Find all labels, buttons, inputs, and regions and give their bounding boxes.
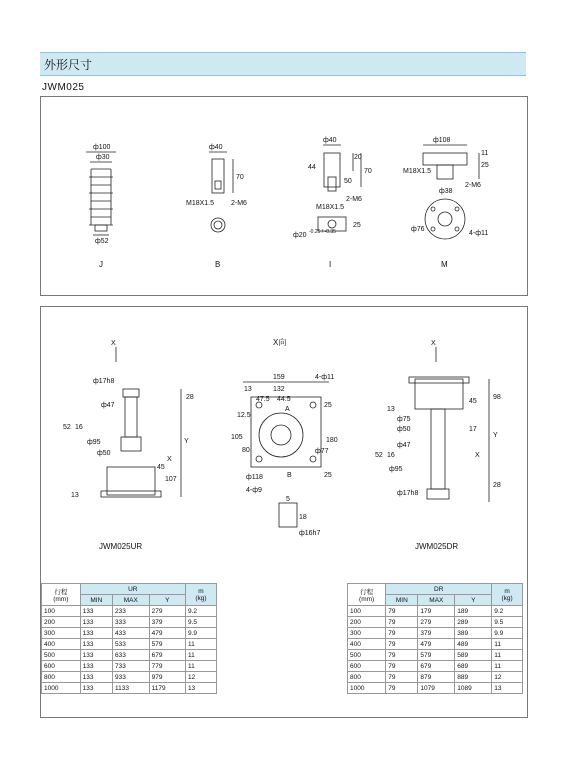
x-holes2: 4-ф9 <box>246 487 262 494</box>
dr-d5: ф17h8 <box>397 490 419 497</box>
ur-table-cell: 1179 <box>149 683 185 694</box>
x-d1: ф77 <box>315 448 329 455</box>
dr-table-row <box>348 639 523 650</box>
dr-table-cell: 179 <box>418 606 455 617</box>
dr-table-cell: 479 <box>418 639 455 650</box>
i-pin: ф20 <box>293 232 307 239</box>
jack-drawings <box>41 307 527 577</box>
j-dim-mid: ф30 <box>96 154 110 161</box>
ur-table-cell: 133 <box>80 650 112 661</box>
m-dim-mid: ф38 <box>439 188 453 195</box>
b-dim-h: 70 <box>236 174 244 181</box>
j-dim-bot: ф52 <box>95 238 109 245</box>
i-dim-20: 20 <box>354 154 362 161</box>
ur-table-cell: 800 <box>42 672 81 683</box>
dr-h1: 98 <box>493 394 501 401</box>
ur-table-cell: 12 <box>185 672 216 683</box>
ur-table-cell: 9.5 <box>185 617 216 628</box>
m-dim-h2: 11 <box>481 150 489 157</box>
dr-table-cell: 300 <box>348 628 386 639</box>
b-holes: 2-M6 <box>231 200 247 207</box>
ur-n3: 107 <box>165 476 177 483</box>
dr-table-cell: 79 <box>386 628 418 639</box>
dr-table-cell: 489 <box>455 639 492 650</box>
dr-table-cell: 689 <box>455 661 492 672</box>
ur-table-cell: 779 <box>149 661 185 672</box>
m-thread: M18X1.5 <box>403 168 432 175</box>
ur-table-cell: 11 <box>185 661 216 672</box>
ur-n1: 52 <box>63 424 71 431</box>
dr-table-row <box>348 661 523 672</box>
ur-arrow: X <box>111 340 116 347</box>
ur-d3: ф95 <box>87 439 101 446</box>
i-h2: 25 <box>353 222 361 229</box>
ur-table-cell: 1133 <box>113 683 150 694</box>
dr-table-cell: 889 <box>455 672 492 683</box>
ur-table-cell: 279 <box>149 606 185 617</box>
dr-table-cell: 79 <box>386 606 418 617</box>
ur-n5: 13 <box>71 492 79 499</box>
dr-d1: ф75 <box>397 416 411 423</box>
ur-table-cell: 533 <box>113 639 150 650</box>
ur-h-m: m (kg) <box>185 584 216 606</box>
ur-drawing <box>101 347 181 497</box>
i-dim-44: 44 <box>308 164 316 171</box>
model-title: JWM025 <box>42 82 85 93</box>
dr-table-cell: 279 <box>418 617 455 628</box>
dr-table-row <box>348 628 523 639</box>
ur-table-cell: 200 <box>42 617 81 628</box>
x-h1: 105 <box>231 434 243 441</box>
ur-table-cell: 733 <box>113 661 150 672</box>
m-holes: 2-M6 <box>465 182 481 189</box>
ur-table-cell: 300 <box>42 628 81 639</box>
ur-table-row <box>42 661 217 672</box>
accessory-drawings <box>41 97 527 295</box>
dr-h-m: m (kg) <box>492 584 523 606</box>
i-tol: -0.25 / -0.35 <box>309 229 336 235</box>
ur-table-cell: 979 <box>149 672 185 683</box>
ur-table-cell: 933 <box>113 672 150 683</box>
dr-h-group: DR <box>386 584 492 595</box>
dr-table-cell: 13 <box>492 683 523 694</box>
ur-x: X <box>167 456 172 463</box>
dr-n3: 16 <box>387 452 395 459</box>
ur-table-cell: 233 <box>113 606 150 617</box>
accessory-drawings-panel <box>40 96 528 296</box>
ur-table-cell: 133 <box>80 628 112 639</box>
dr-table-cell: 200 <box>348 617 386 628</box>
ur-table-cell: 133 <box>80 661 112 672</box>
bellows-j-drawing <box>86 152 116 235</box>
dr-n1: 13 <box>387 406 395 413</box>
m-label: M <box>441 260 448 269</box>
x-holes: 4-ф11 <box>315 374 335 381</box>
ur-table-row <box>42 672 217 683</box>
i-label: I <box>329 260 332 269</box>
dr-table-cell: 11 <box>492 639 523 650</box>
dr-table-cell: 1079 <box>418 683 455 694</box>
dr-table-cell: 79 <box>386 683 418 694</box>
ur-table-cell: 679 <box>149 650 185 661</box>
ur-table-cell: 11 <box>185 650 216 661</box>
dr-table-cell: 79 <box>386 639 418 650</box>
dr-table-cell: 800 <box>348 672 386 683</box>
x-h3: 180 <box>326 437 338 444</box>
i-thread: M18X1.5 <box>316 204 345 211</box>
dr-table-cell: 9.9 <box>492 628 523 639</box>
m-holes2: 4-ф11 <box>469 230 489 237</box>
ur-table-cell: 9.2 <box>185 606 216 617</box>
x-h6: 13 <box>244 386 252 393</box>
ur-h-max: MAX <box>113 595 150 606</box>
ur-n4: 45 <box>157 464 165 471</box>
ur-table-cell: 133 <box>80 617 112 628</box>
bracket-b-drawing <box>209 152 233 232</box>
dr-table-cell: 79 <box>386 661 418 672</box>
dr-table-row <box>348 650 523 661</box>
dr-h-stroke: 行程 (mm) <box>348 584 386 606</box>
ur-table-cell: 9.9 <box>185 628 216 639</box>
dr-table-cell: 879 <box>418 672 455 683</box>
ur-table-cell: 500 <box>42 650 81 661</box>
ur-table-cell: 133 <box>80 672 112 683</box>
b-thread: M18X1.5 <box>186 200 215 207</box>
dr-table-cell: 1000 <box>348 683 386 694</box>
dr-h-min: MIN <box>386 595 418 606</box>
dr-y: Y <box>493 432 498 439</box>
ur-table-cell: 633 <box>113 650 150 661</box>
ur-h-stroke: 行程 (mm) <box>42 584 81 606</box>
dr-table-cell: 12 <box>492 672 523 683</box>
ur-table-cell: 133 <box>80 606 112 617</box>
dr-table-cell: 11 <box>492 661 523 672</box>
ur-h-y: Y <box>149 595 185 606</box>
dr-n4: 28 <box>493 482 501 489</box>
dr-table-cell: 11 <box>492 650 523 661</box>
x-h4: 25 <box>324 402 332 409</box>
ur-table-cell: 1000 <box>42 683 81 694</box>
dr-caption: JWM025DR <box>415 542 459 551</box>
x-view-title: X向 <box>273 338 287 347</box>
ur-table-cell: 400 <box>42 639 81 650</box>
ur-table-cell: 379 <box>149 617 185 628</box>
dr-table-cell: 9.2 <box>492 606 523 617</box>
ur-table-cell: 600 <box>42 661 81 672</box>
ur-table-row <box>42 617 217 628</box>
i-dim-50: 50 <box>344 178 352 185</box>
x-h5: 25 <box>324 472 332 479</box>
ur-table-row <box>42 628 217 639</box>
x-section-b: B <box>287 472 292 479</box>
ur-table-cell: 479 <box>149 628 185 639</box>
ur-table-cell: 433 <box>113 628 150 639</box>
dr-n2: 52 <box>375 452 383 459</box>
ur-table-cell: 579 <box>149 639 185 650</box>
ur-table <box>41 583 217 694</box>
dr-table-cell: 379 <box>418 628 455 639</box>
dr-table-cell: 579 <box>418 650 455 661</box>
dr-h-max: MAX <box>418 595 455 606</box>
x-w4: 44.5 <box>277 396 291 403</box>
x-key3: ф16h7 <box>299 530 321 537</box>
x-w5: 12.5 <box>237 412 251 419</box>
dr-table-cell: 9.5 <box>492 617 523 628</box>
ur-table-cell: 133 <box>80 639 112 650</box>
ur-table-cell: 133 <box>80 683 112 694</box>
dr-table-cell: 289 <box>455 617 492 628</box>
x-section-a: A <box>285 406 290 413</box>
ur-n2: 16 <box>75 424 83 431</box>
ur-table-row <box>42 606 217 617</box>
section-title: 外形尺寸 <box>44 58 93 72</box>
dr-d4: ф95 <box>389 466 403 473</box>
dr-table-cell: 679 <box>418 661 455 672</box>
j-label: J <box>99 260 103 269</box>
section-header <box>40 52 526 76</box>
x-d2: ф118 <box>246 474 263 481</box>
ur-y: Y <box>184 438 189 445</box>
dr-table-cell: 389 <box>455 628 492 639</box>
dr-h3: 17 <box>469 426 477 433</box>
dr-arrow: X <box>431 340 436 347</box>
x-key2: 18 <box>299 514 307 521</box>
i-dim-top: ф40 <box>323 137 337 144</box>
b-label: B <box>215 260 221 269</box>
ur-table-row <box>42 639 217 650</box>
i-dim-70: 70 <box>364 168 372 175</box>
dr-table-cell: 500 <box>348 650 386 661</box>
dr-table-row <box>348 672 523 683</box>
x-w2: 132 <box>273 386 285 393</box>
m-dim-h: 25 <box>481 162 489 169</box>
x-key1: 5 <box>286 496 290 503</box>
dr-table-row <box>348 606 523 617</box>
dr-table-cell: 600 <box>348 661 386 672</box>
dr-table-cell: 79 <box>386 650 418 661</box>
m-dim-top: ф108 <box>433 137 451 144</box>
ur-table-cell: 333 <box>113 617 150 628</box>
dr-table-cell: 589 <box>455 650 492 661</box>
b-dim-top: ф40 <box>209 144 223 151</box>
dr-h2: 45 <box>469 398 477 405</box>
ur-caption: JWM025UR <box>99 542 143 551</box>
dr-table-cell: 400 <box>348 639 386 650</box>
dr-table-cell: 100 <box>348 606 386 617</box>
dr-table-cell: 189 <box>455 606 492 617</box>
dr-table-cell: 79 <box>386 617 418 628</box>
ur-h-group: UR <box>80 584 185 595</box>
ur-table-cell: 11 <box>185 639 216 650</box>
dr-d2: ф50 <box>397 426 411 433</box>
ur-table-cell: 100 <box>42 606 81 617</box>
dr-table-cell: 79 <box>386 672 418 683</box>
ur-d1: ф17h8 <box>93 378 115 385</box>
x-h2: 80 <box>242 447 250 454</box>
ur-h: 28 <box>186 394 194 401</box>
ur-table-row <box>42 650 217 661</box>
dr-table-cell: 1089 <box>455 683 492 694</box>
j-dim-top: ф100 <box>93 144 111 151</box>
m-pcd: ф76 <box>411 226 425 233</box>
jack-drawings-panel <box>40 306 528 718</box>
ur-table-row <box>42 683 217 694</box>
ur-d2: ф47 <box>101 402 115 409</box>
dr-h-y: Y <box>455 595 492 606</box>
dr-table-row <box>348 683 523 694</box>
dr-drawing <box>409 347 489 502</box>
dr-table-row <box>348 617 523 628</box>
ur-table-cell: 13 <box>185 683 216 694</box>
dr-table <box>347 583 523 694</box>
x-w1: 159 <box>273 374 285 381</box>
ur-d4: ф50 <box>97 450 111 457</box>
x-w3: 47.5 <box>256 396 270 403</box>
dr-x: X <box>475 452 480 459</box>
ur-h-min: MIN <box>80 595 112 606</box>
dr-d3: ф47 <box>397 442 411 449</box>
i-holes: 2-M6 <box>346 196 362 203</box>
